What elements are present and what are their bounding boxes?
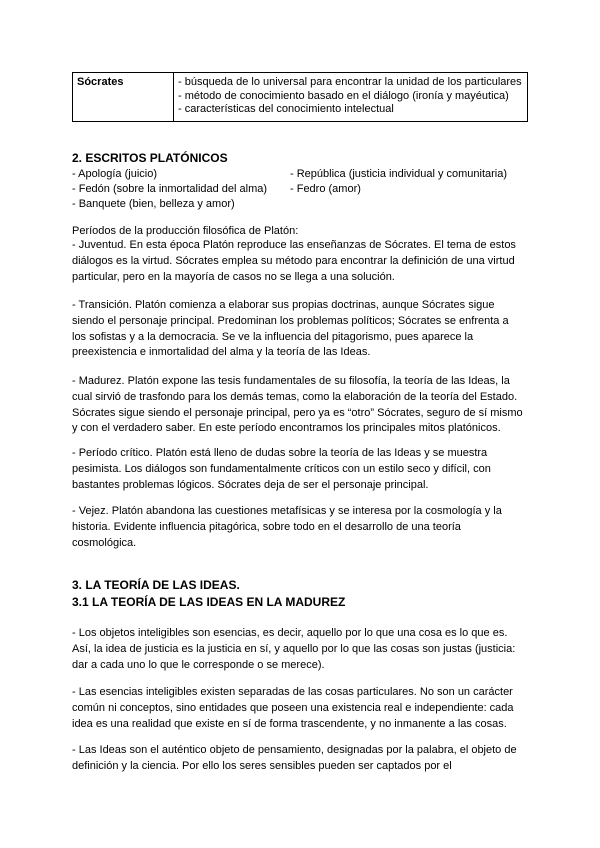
paragraph-line: Sócrates sigue siendo el personaje principal, pero ya es “otro” Sócrates, seguro de sí mismo [72,406,523,419]
paragraph-line: - Vejez. Platón abandona las cuestiones metafísicas y se interesa por la cosmología y la [72,505,502,517]
period-paragraph [72,298,528,361]
table-item: - búsqueda de lo universal para encontrar la unidad de los particulares [178,76,522,88]
period-paragraph [72,374,528,437]
paragraph-line: - Madurez. Platón expone las tesis fundamentales de su filosofía, la teoría de las Ideas, la [72,375,510,387]
paragraph-line: - Transición. Platón comienza a elaborar sus propias doctrinas, aunque Sócrates sigue [72,299,495,311]
paragraph-line: historia. Evidente influencia pitagórica, sobre todo en el desarrollo de una teoría [72,520,461,533]
paragraph-line: - Los objetos inteligibles son esencias, es decir, aquello por lo que una cosa es lo que es. [72,627,508,639]
ideas-paragraph [72,685,528,732]
paragraph-line: siendo el personaje principal. Predominan los problemas políticos; Sócrates se enfrenta a [72,314,509,327]
section-3-1-heading: 3.1 LA TEORÍA DE LAS IDEAS EN LA MADUREZ [72,595,346,609]
paragraph-line: y con el verdadero saber. En este período encontramos los principales mitos platónicos. [72,422,501,435]
table-row [73,73,528,122]
work-item: - Fedón (sobre la inmortalidad del alma) [72,183,268,195]
paragraph-line: Así, la idea de justicia es la justicia en sí, y aquello por lo que las cosas son justas (justicia: [72,642,516,655]
section-3-heading: 3. LA TEORÍA DE LAS IDEAS. [72,578,240,592]
work-item: - Apología (juicio) [72,168,157,180]
table-cell-name: Sócrates [73,73,174,122]
period-paragraph [72,238,528,285]
paragraph-line: bastantes problemas lógicos. Sócrates deja de ser el personaje principal. [72,478,429,491]
table-cell-items [174,73,528,122]
work-item: - República (justicia individual y comunitaria) [290,168,508,180]
paragraph-line: pesimista. Los diálogos son fundamentalmente críticos con un estilo seco y difícil, con [72,462,491,475]
ideas-paragraph [72,626,528,673]
socrates-table [72,72,528,122]
paragraph-line: cosmológica. [72,536,137,549]
paragraph-line: cual sirvió de trasfondo para los demás temas, como la elaboración de la teoría del Estado. [72,390,518,403]
ideas-paragraph [72,743,528,775]
paragraph-line: preexistencia e inmortalidad del alma y la teoría de las Ideas. [72,346,371,359]
work-item: - Banquete (bien, belleza y amor) [72,198,235,210]
paragraph-line: diálogos es la virtud. Sócrates emplea su método para encontrar la definición de una virtud [72,254,515,267]
paragraph-line: - Las Ideas son el auténtico objeto de pensamiento, designadas por la palabra, el objeto de [72,744,517,756]
table-item: - características del conocimiento intelectual [178,103,394,115]
paragraph-line: los sofistas y a la democracia. Se ve la influencia del pitagorismo, pues aparece la [72,330,474,343]
periods-intro: Períodos de la producción filosófica de Platón: [72,225,299,237]
period-paragraph [72,504,528,551]
paragraph-line: particular, pero en la mayoría de casos no se llega a una solución. [72,270,395,283]
paragraph-line: - Las esencias inteligibles existen separadas de las cosas particulares. No son un carácter [72,686,513,698]
paragraph-line: dar a cada uno lo que le corresponde o se merece). [72,658,325,671]
period-paragraph [72,446,528,493]
paragraph-line: - Período crítico. Platón está lleno de dudas sobre la teoría de las Ideas y se muestra [72,447,488,459]
section-2-heading: 2. ESCRITOS PLATÓNICOS [72,151,228,165]
work-item: - Fedro (amor) [290,183,361,195]
paragraph-line: definición y la ciencia. Por ello los seres sensibles pueden ser captados por el [72,759,452,772]
paragraph-line: común ni conceptos, sino entidades que poseen una existencia real e independiente: cada [72,701,514,714]
paragraph-line: - Juventud. En esta época Platón reproduce las enseñanzas de Sócrates. El tema de estos [72,239,516,251]
table-item: - método de conocimiento basado en el diálogo (ironía y mayéutica) [178,89,509,102]
paragraph-line: idea es una realidad que existe en sí de forma trascendente, y no inmanente a las cosas. [72,717,507,730]
